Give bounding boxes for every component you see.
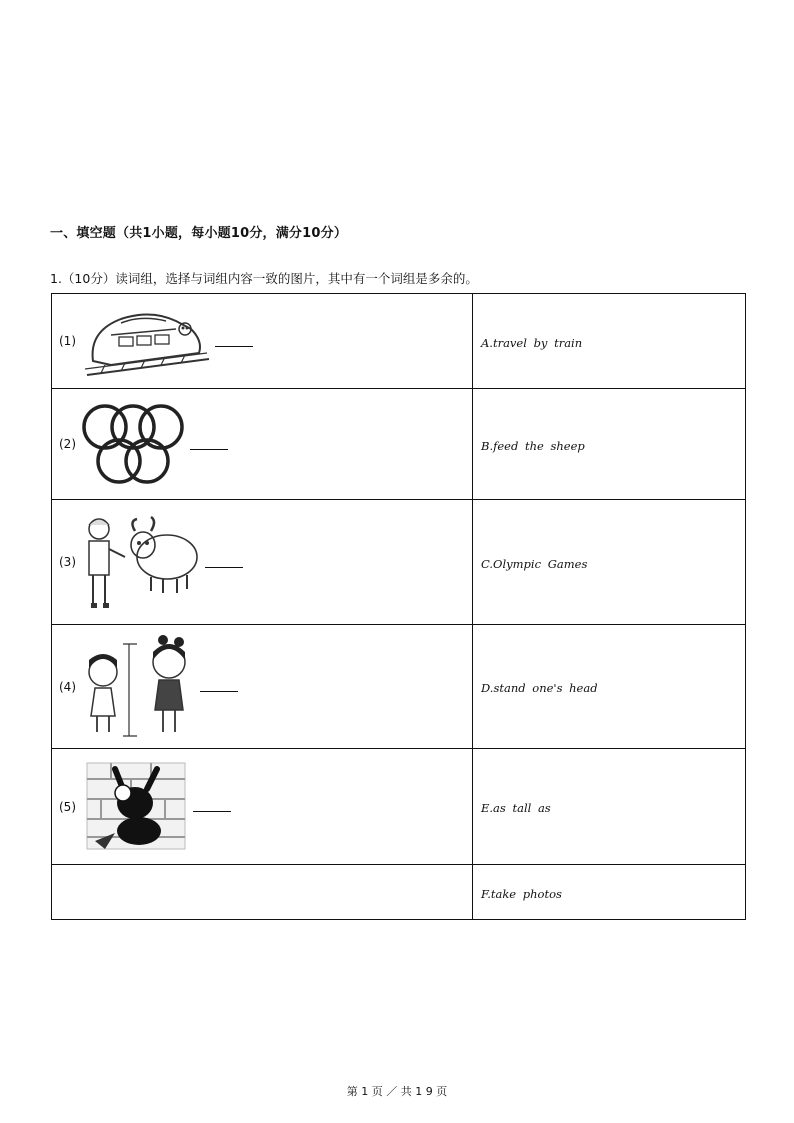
item-number: (1) xyxy=(59,334,76,348)
picture-cell xyxy=(52,749,473,865)
option-cell xyxy=(473,749,746,865)
item-number: (2) xyxy=(59,437,76,451)
option-text: E.as tall as xyxy=(481,801,551,815)
picture-cell xyxy=(52,294,473,389)
picture-cell xyxy=(52,865,473,920)
picture-cell xyxy=(52,500,473,625)
page-footer: 第 1 页 ／ 共 1 9 页 xyxy=(346,1085,448,1098)
answer-blank[interactable] xyxy=(215,336,253,347)
option-cell xyxy=(473,389,746,500)
table-row xyxy=(52,625,746,749)
answer-blank[interactable] xyxy=(205,557,243,568)
table-row xyxy=(52,294,746,389)
table-row xyxy=(52,749,746,865)
olympic-rings-icon xyxy=(81,397,186,492)
two-girls-height-icon xyxy=(81,632,196,742)
picture-cell xyxy=(52,389,473,500)
item-number: (3) xyxy=(59,555,76,569)
train-icon xyxy=(81,301,211,381)
answer-blank[interactable] xyxy=(190,439,228,450)
table-row xyxy=(52,389,746,500)
item-number: (4) xyxy=(59,679,76,694)
option-text: C.Olympic Games xyxy=(481,556,588,571)
option-cell xyxy=(473,500,746,625)
option-text: A.travel by train xyxy=(481,335,583,350)
section-title: 一、填空题（共1小题，每小题10分，满分10分） xyxy=(50,226,348,241)
answer-blank[interactable] xyxy=(193,801,231,812)
picture-cell xyxy=(52,625,473,749)
item-number: (5) xyxy=(59,799,76,814)
option-text: B.feed the sheep xyxy=(481,438,585,453)
option-text: D.stand one's head xyxy=(481,681,598,695)
option-cell xyxy=(473,625,746,749)
boy-feeding-sheep-icon xyxy=(81,507,201,617)
option-cell xyxy=(473,294,746,389)
matching-table xyxy=(51,293,746,920)
option-text: F.take photos xyxy=(481,886,562,901)
question-text: 1.（10分）读词组，选择与词组内容一致的图片，其中有一个词组是多余的。 xyxy=(50,271,478,286)
table-row xyxy=(52,500,746,625)
option-cell xyxy=(473,865,746,920)
handstand-icon xyxy=(81,759,189,855)
answer-blank[interactable] xyxy=(200,681,238,692)
table-row xyxy=(52,865,746,920)
